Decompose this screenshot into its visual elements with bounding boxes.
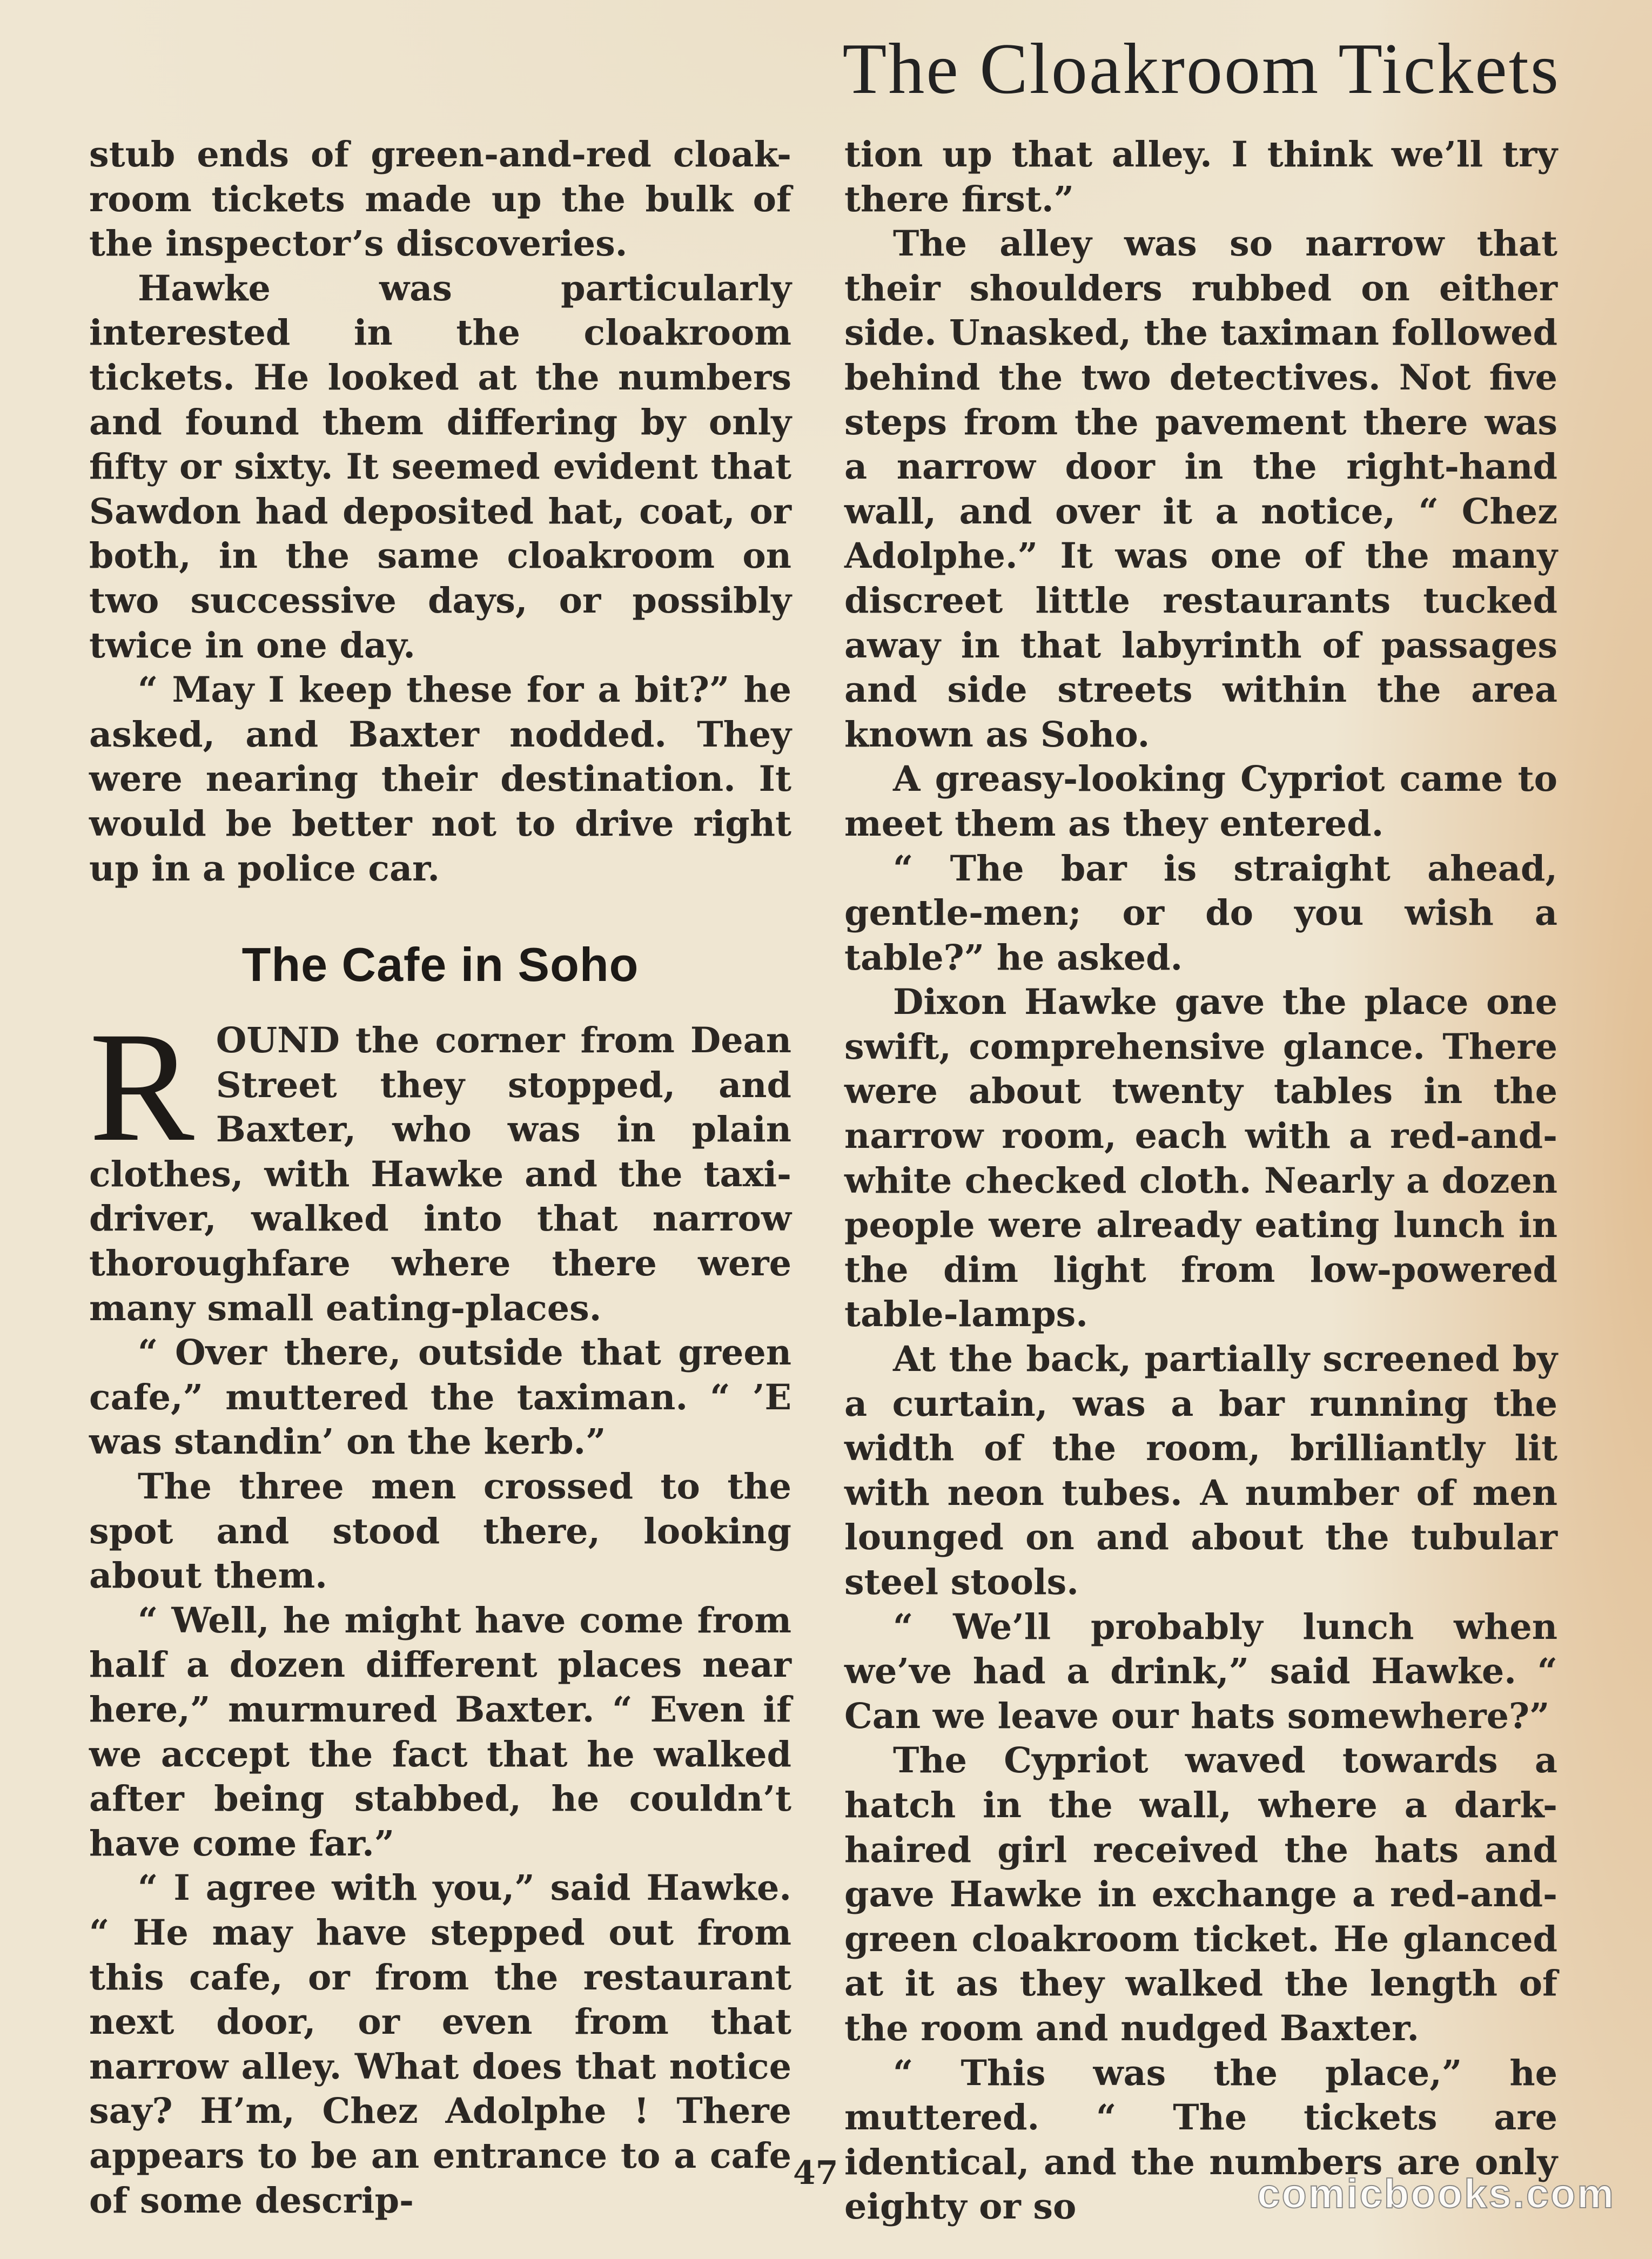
paragraph: A greasy-looking Cypriot came to meet them as they entered. bbox=[844, 758, 1557, 844]
paragraph-text: OUND the corner from Dean Street they stopped, and Baxter, who was in plain clothes, with Hawke and the taxi-driver, walked into that narrow thoroughfare where there were many small eating-places. bbox=[89, 1020, 791, 1329]
paragraph: Hawke was particularly interested in the cloakroom tickets. He looked at the numbers and found them differing by only fifty or sixty. It seemed evident that Sawdon had deposited hat, coat, or both, in the same cloakroom on two successive days, or possibly twice in one day. bbox=[89, 267, 791, 666]
paragraph: “ May I keep these for a bit?” he asked, and Baxter nodded. They were nearing their destination. It would be better not to drive right up in a police car. bbox=[89, 669, 791, 889]
running-title: The Cloakroom Tickets bbox=[842, 29, 1560, 109]
paragraph: “ We’ll probably lunch when we’ve had a drink,” said Hawke. “ Can we leave our hats somewhere?” bbox=[844, 1606, 1557, 1737]
paragraph: Dixon Hawke gave the place one swift, comprehensive glance. There were about twenty tables in the narrow room, each with a red-and-white checked cloth. Nearly a dozen people were already eating lunch in the dim light from low-powered table-lamps. bbox=[844, 981, 1557, 1335]
left-column bbox=[89, 132, 791, 2223]
paragraph: “ Over there, outside that green cafe,” muttered the taximan. “ ’E was standin’ on the kerb.” bbox=[89, 1332, 791, 1463]
paragraph: stub ends of green-and-red cloak-room tickets made up the bulk of the inspector’s discoveries. bbox=[89, 134, 791, 265]
paragraph: tion up that alley. I think we’ll try there first.” bbox=[844, 134, 1557, 220]
paragraph-with-drop-cap bbox=[89, 1000, 791, 1330]
paragraph: “ The bar is straight ahead, gentle-men; or do you wish a table?” he asked. bbox=[844, 848, 1557, 978]
right-column bbox=[844, 132, 1557, 2229]
paragraph: The Cypriot waved towards a hatch in the wall, where a dark-haired girl received the hats and gave Hawke in exchange a red-and-green cloakroom ticket. He glanced at it as they walked the length of the room and nudged Baxter. bbox=[844, 1740, 1557, 2049]
paragraph: “ I agree with you,” said Hawke. “ He may have stepped out from this cafe, or from the restaurant next door, or even from that narrow alley. What does that notice say? H’m, Chez Adolphe ! There appears to be an entrance to a cafe of some descrip- bbox=[89, 1867, 791, 2221]
paragraph: “ This was the place,” he muttered. “ The tickets are identical, and the numbers are only eighty or so bbox=[844, 2052, 1557, 2228]
drop-cap: R bbox=[89, 1000, 194, 1175]
section-subheading: The Cafe in Soho bbox=[241, 938, 639, 992]
site-watermark: comicbooks.com bbox=[1257, 2171, 1615, 2217]
page-number: 47 bbox=[793, 2154, 838, 2192]
paragraph: The alley was so narrow that their shoulders rubbed on either side. Unasked, the taximan followed behind the two detectives. Not five steps from the pavement there was a narrow door in the right-hand wall, and over it a notice, “ Chez Adolphe.” It was one of the many discreet little restaurants tucked away in that labyrinth of passages and side streets within the area known as Soho. bbox=[844, 223, 1557, 755]
paragraph: The three men crossed to the spot and stood there, looking about them. bbox=[89, 1466, 791, 1597]
paragraph: At the back, partially screened by a curtain, was a bar running the width of the room, brilliantly lit with neon tubes. A number of men lounged on and about the tubular steel stools. bbox=[844, 1339, 1557, 1603]
paragraph: “ Well, he might have come from half a dozen different places near here,” murmured Baxter. “ Even if we accept the fact that he walked after being stabbed, he couldn’t have come far.” bbox=[89, 1599, 791, 1864]
